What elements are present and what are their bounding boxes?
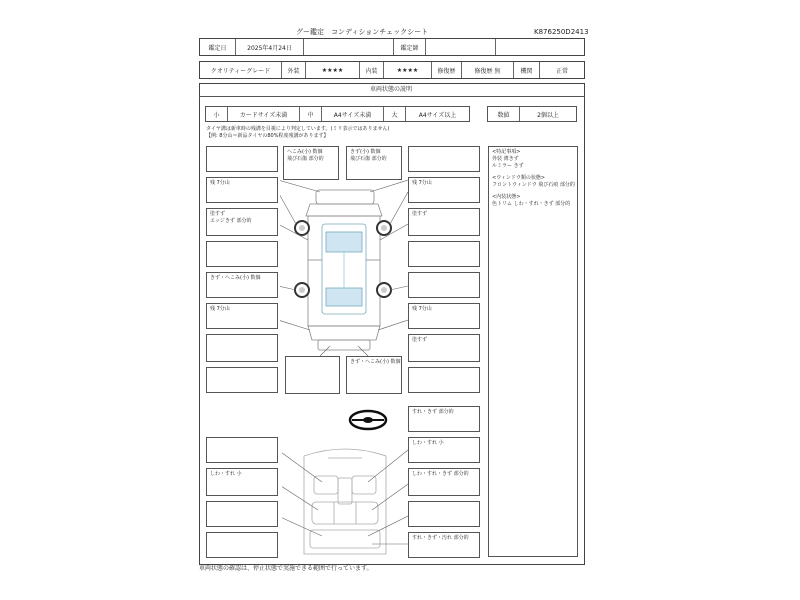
box-right-8	[408, 367, 480, 393]
box-front-scratch: きず(小) 数個 飛び石傷 部分的	[346, 146, 402, 180]
count-value: 2個以上	[537, 111, 559, 119]
repair-value: 修復歴 無	[462, 62, 514, 78]
special-notes: <特記事項> 外装 薄きず ルミラー きず <ウィンドウ類の状態> フロントウィンドウ 飛び石痕 部分的 <内装状態> 色トリム しわ・すれ・きず 部分的	[488, 146, 578, 557]
grade-label: クオリティーグレード	[200, 62, 282, 78]
interior-label: 内装	[360, 62, 384, 78]
legend-small: 小	[206, 107, 228, 121]
document-id: K876250D2413	[534, 28, 589, 36]
box-interior-right-3	[408, 501, 480, 527]
box-rear-bumper: きず・へこみ(小) 数個	[346, 356, 402, 394]
box-tire-fl: 残 7分山	[206, 177, 278, 203]
box-right-4	[408, 241, 480, 267]
box-right-5	[408, 272, 480, 298]
box-tire-fr: 残 7分山	[408, 177, 480, 203]
count-label: 数値	[488, 107, 520, 121]
date-label: 鑑定日	[200, 39, 236, 55]
section-title: 車両状態の説明	[370, 86, 413, 93]
appraiser-label: 鑑定師	[394, 39, 426, 55]
box-left-4	[206, 241, 278, 267]
interior-stars: ★★★★	[384, 62, 432, 78]
box-left-1	[206, 146, 278, 172]
box-right-front: 塗すず	[408, 208, 480, 236]
box-left-8	[206, 367, 278, 393]
size-legend	[205, 106, 470, 122]
legend-large: 大	[384, 107, 406, 121]
count-legend	[487, 106, 577, 122]
tire-note-2: 【例: 8分山＝新品タイヤの80%程度残溝があります】	[206, 133, 329, 139]
box-steering: すれ・きず 部分的	[408, 406, 480, 432]
box-left-7	[206, 334, 278, 362]
date-blank	[304, 39, 394, 55]
repair-label: 修復歴	[432, 62, 462, 78]
mechanism-label: 機関	[514, 62, 540, 78]
box-tire-rl: 残 7分山	[206, 303, 278, 329]
appraiser-value	[426, 39, 496, 55]
mechanism-value: 正常	[555, 67, 568, 75]
box-left-mid: きず・へこみ(小) 数個	[206, 272, 278, 298]
box-left-front: 塗すず エッジきず 部分的	[206, 208, 278, 236]
exterior-stars: ★★★★	[306, 62, 360, 78]
legend-small-desc: カードサイズ未満	[228, 107, 300, 121]
box-front-dent: へこみ(小) 数個 飛び石傷 部分的	[283, 146, 339, 180]
box-rear-interior: すれ・きず・汚れ 部分的	[408, 532, 480, 558]
box-interior-left-1	[206, 437, 278, 463]
box-interior-left-4	[206, 532, 278, 558]
box-tire-rr: 残 7分山	[408, 303, 480, 329]
date-row	[199, 38, 585, 56]
box-seat-rear-left: しわ・すれ 小	[206, 468, 278, 496]
legend-medium: 中	[300, 107, 322, 121]
legend-medium-desc: A4サイズ未満	[322, 107, 384, 121]
car-interior-diagram	[282, 440, 408, 560]
box-rear-left	[285, 356, 340, 394]
box-seat-front-right: しわ・すれ 小	[408, 437, 480, 463]
footer-note: 車両状態の確認は、停止状態で実施できる範囲で行っています。	[199, 565, 373, 572]
date-value: 2025年4月24日	[236, 39, 304, 55]
box-interior-left-3	[206, 501, 278, 527]
sheet-title: グー鑑定 コンディションチェックシート	[296, 28, 429, 36]
legend-large-desc: A4サイズ以上	[418, 111, 457, 119]
tire-note-1: タイヤ溝は新車時の残溝を目視により判定しています。(ミリ表示ではありません)	[206, 126, 390, 132]
box-seat-rear-right: しわ・すれ・きず 部分的	[408, 468, 480, 496]
grade-row	[199, 61, 585, 79]
exterior-label: 外装	[282, 62, 306, 78]
steering-wheel-icon	[348, 408, 388, 432]
box-right-1	[408, 146, 480, 172]
car-exterior-diagram	[280, 180, 408, 356]
box-right-rear: 塗すず	[408, 334, 480, 362]
